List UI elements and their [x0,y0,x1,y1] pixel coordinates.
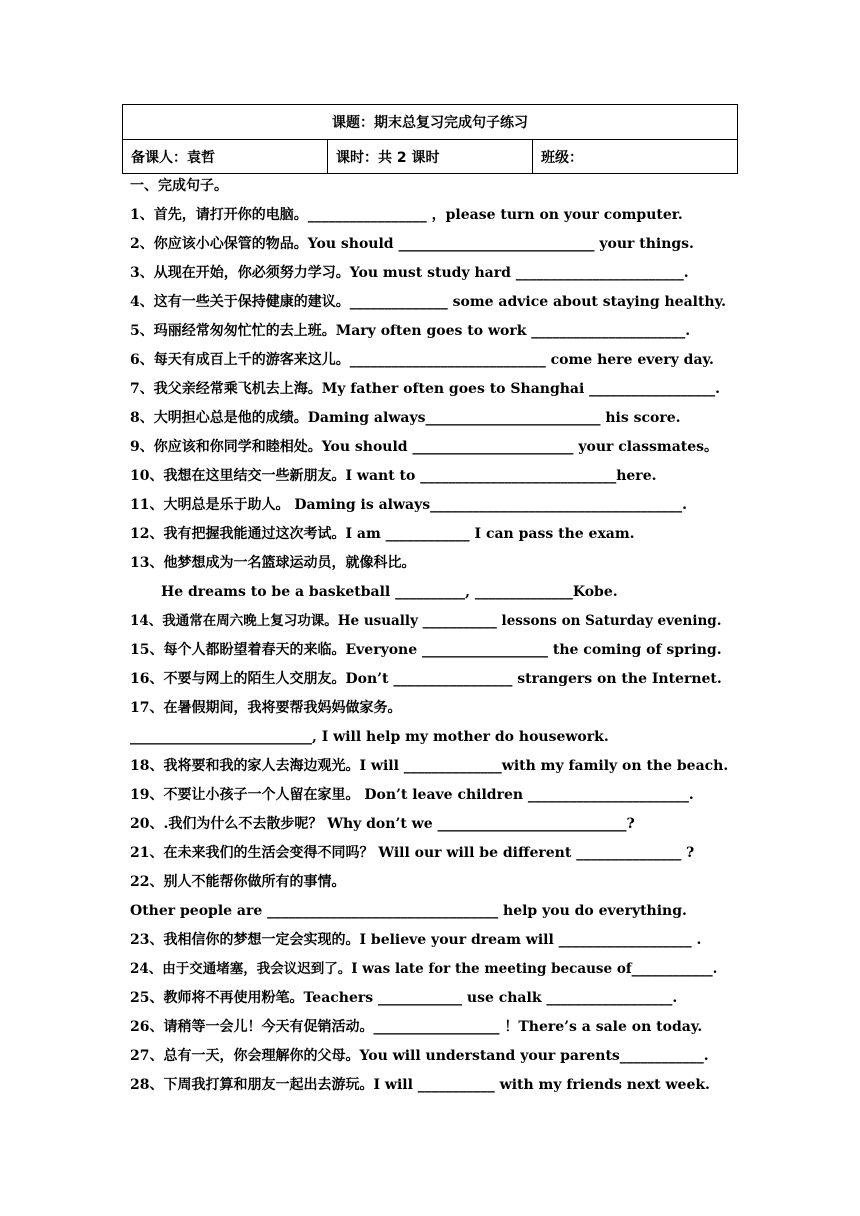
exercise-line-7: 7、我父亲经常乘飞机去上海。My father often goes to Shanghai __________________. [130,381,721,397]
exercise-line-5: 5、玛丽经常匆匆忙忙的去上班。Mary often goes to work ______________________. [130,323,691,339]
exercise-line-19: 19、不要让小孩子一个人留在家里。 Don’t leave children _______________________. [130,787,694,803]
exercise-line-9: 9、你应该和你同学和睦相处。You should _______________________ your classmates。 [130,439,719,455]
exercise-line-25: 25、教师将不再使用粉笔。Teachers ____________ use chalk __________________. [130,990,678,1006]
exercise-line-2: 2、你应该小心保管的物品。You should ____________________________ your things. [130,236,694,252]
exercise-line-4: 4、这有一些关于保持健康的建议。______________ some advice about staying healthy. [130,294,727,310]
exercise-line-13-english: He dreams to be a basketball __________, ______________Kobe. [161,584,618,600]
exercise-line-21: 21、在未来我们的生活会变得不同吗？ Will our will be different _______________ ? [130,845,695,861]
exercise-line-13: 13、他梦想成为一名篮球运动员，就像科比。 [130,555,416,571]
exercise-line-20: 20、.我们为什么不去散步呢？ Why don’t we ___________________________? [130,816,635,832]
class-cell: 班级： [533,140,738,174]
section-title: 一、完成句子。 [130,178,228,194]
exercise-line-22: 22、别人不能帮你做所有的事情。 [130,874,346,890]
exercise-line-3: 3、从现在开始，你必须努力学习。You must study hard ________________________. [130,265,689,281]
exercise-line-11: 11、大明总是乐于助人。 Daming is always____________________________________. [130,497,688,513]
exercise-line-17: 17、在暑假期间，我将要帮我妈妈做家务。 [130,700,402,716]
exercise-line-15: 15、每个人都盼望着春天的来临。Everyone __________________ the coming of spring. [130,642,722,658]
lesson-title: 课题：期末总复习完成句子练习 [123,105,738,140]
exercise-line-17-english: __________________________, I will help my mother do housework. [130,729,609,745]
exercise-line-23: 23、我相信你的梦想一定会实现的。I believe your dream will ___________________ . [130,932,702,948]
exercise-line-16: 16、不要与网上的陌生人交朋友。Don’t _________________ strangers on the Internet. [130,671,722,687]
exercise-line-12: 12、我有把握我能通过这次考试。I am ____________ I can pass the exam. [130,526,635,542]
exercise-line-6: 6、每天有成百上千的游客来这儿。____________________________ come here every day. [130,352,714,368]
periods-cell: 课时：共 2 课时 [328,140,533,174]
exercise-line-26: 26、请稍等一会儿！今天有促销活动。__________________ ！There’s a sale on today. [130,1019,703,1035]
exercise-line-27: 27、总有一天，你会理解你的父母。You will understand your parents____________. [130,1048,709,1064]
exercise-line-1: 1、首先，请打开你的电脑。_________________ ，please turn on your computer. [130,207,683,223]
exercise-line-14: 14、我通常在周六晚上复习功课。He usually ___________ lessons on Saturday evening. [130,613,722,629]
exercise-line-22-english: Other people are _________________________________ help you do everything. [130,903,687,919]
exercise-line-28: 28、下周我打算和朋友一起出去游玩。I will ___________ with my friends next week. [130,1077,710,1093]
header-table [122,104,738,174]
exercise-line-8: 8、大明担心总是他的成绩。Daming always_________________________ his score. [130,410,681,426]
exercise-list [130,172,730,1100]
exercise-line-10: 10、我想在这里结交一些新朋友。I want to ____________________________here. [130,468,657,484]
exercise-line-24: 24、由于交通堵塞，我会议迟到了。I was late for the meeting because of____________. [130,961,718,977]
preparer-cell: 备课人：袁哲 [123,140,328,174]
exercise-line-18: 18、我将要和我的家人去海边观光。I will ______________with my family on the beach. [130,758,729,774]
